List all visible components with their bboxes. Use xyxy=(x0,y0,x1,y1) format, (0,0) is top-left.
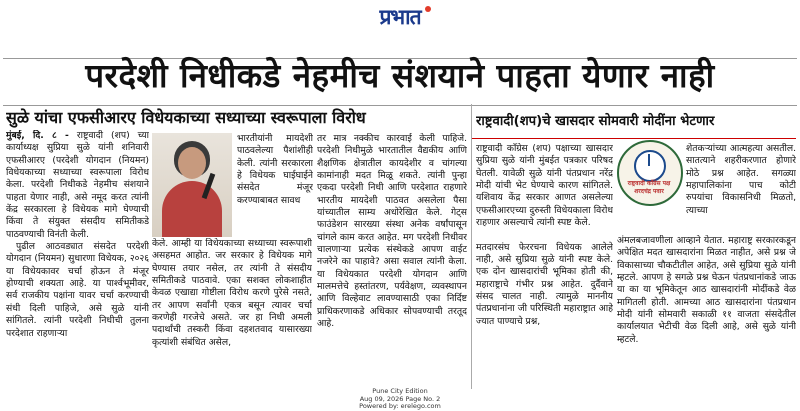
supriya-sule-photo xyxy=(152,133,232,237)
article-para-2: पुढील आठवड्यात संसदेत परदेशी योगदान (नियमन) सुधारणा विधेयक, २०२६ या विधेयकावर चर्चा होऊन ते मंजूर होण्याची शक्यता आहे. या पार्श्वभूमीवर, सर्व राजकीय पक्षांना यावर चर्चा करण्याची संधी दिली पाहिजे, असे सुळे यांनी सांगितले. त्यांनी परदेशी निधीची तुलना परदेशात राहणाऱ्या xyxy=(6,241,149,339)
main-headline: परदेशी निधीकडे नेहमीच संशयाने पाहता येणार नाही xyxy=(85,56,715,95)
ncp-party-emblem xyxy=(617,140,681,232)
prabhat-logo[interactable]: प्रभात xyxy=(379,3,420,31)
article-column-3: तर मात्र नक्कीच कारवाई केली पाहिजे. परदेशी निधीमुळे भारतातील वैद्यकीय आणि शैक्षणिक क्षेत्रातील कायदेशीर व चांगल्या कामांनाही मदत मिळू शकते. त्यांनी पुन्हा एकदा परदेशी निधी आणि परदेशात राहणारे भारतीय मायदेशी पाठवत असलेला पैसा यांच्यातील साम्य अधोरेखित केले. गेट्स फाउंडेशन सारख्या संस्था अनेक वर्षांपासून चांगले काम करत आहेत. मग परदेशी निधीवर चालणाऱ्या प्रत्येक संस्थेकडे आपण वाईट नजरेने का पाहावे? असा सवाल त्यांनी केला. या विधेयकात परदेशी योगदान आणि मालमत्तेचे हस्तांतरण, पर्यवेक्षण, व्यवस्थापन आणि विल्हेवाट लावण्यासाठी एका निर्दिष्ट प्राधिकरणाकडे अधिकार सोपवण्याची तरतूद आहे. xyxy=(317,133,467,330)
edition-date: Aug 09, 2026 Page No. 2 xyxy=(359,394,441,403)
article-column-2-top: भारतीयांनी मायदेशी पाठवलेल्या पैशांशीही केली. त्यांनी सरकारला हे विधेयक घाईघाईने संसदेत मंजूर करण्याबाबत सावध xyxy=(237,133,313,206)
article-column-2: केले. आम्ही या विधेयकाच्या सध्याच्या स्वरूपाशी असहमत आहोत. जर सरकार हे विधेयक मागे घेण्यास तयार नसेल, तर त्यांनी ते संसदीय समितीकडे पाठवावे. एका सशक्त लोकशाहीत केवळ एखाद्या गोष्टीला विरोध करणे पुरेसे नसते, तर आपण सर्वांनी एकत्र बसून त्यावर चर्चा करणेही गरजेचे असते. जर हा निधी अमली पदार्थांची तस्करी किंवा दहशतवाद यासारख्या कृत्यांशी संबंधित असेल, xyxy=(152,238,312,348)
side-headline-rule xyxy=(472,138,796,139)
side-article-column-2: अंमलबजावणीला आव्हाने येतात. महाराष्ट्र सरकारकडून अपेक्षित मदत खासदारांना मिळत नाहीत, असे प्रश्न जे विकासाच्या चौकटीतील आहेत, असे सुप्रिया सुळे यांनी म्हटले. आपण हे सगळे प्रश्न घेऊन पंतप्रधानांकडे जाऊ या का या भूमिकेतून आठ खासदारांनी मोदींकडे वेळ मागितली होती. आमच्या आठ खासदारांना पंतप्रधान मोदी यांनी सोमवारी सकाळी ११ वाजता संसदेतील कार्यालयात भेटीची वेळ दिली आहे, असे सुळे यांनी म्हटले. xyxy=(617,235,796,345)
logo-dot-icon xyxy=(425,6,431,12)
masthead xyxy=(0,0,800,30)
column-divider xyxy=(471,104,472,389)
clock-icon xyxy=(634,150,666,182)
edition-footer xyxy=(0,388,800,411)
article-subhead: सुळे यांचा एफसीआरए विधेयकाच्या सध्याच्या स्वरूपाला विरोध xyxy=(6,108,366,127)
side-article-column-2-top: शेतकऱ्यांच्या आत्महत्या असतील. सातत्याने शहरीकरणात होणारे मोठे प्रश्न आहेत. सगळ्या महापालिकांना पाच कोटी रुपयांचा विकासनिधी मिळतो, त्याच्या xyxy=(686,143,796,216)
powered-by-link[interactable]: Powered by: erelego.com xyxy=(359,402,441,410)
side-article-column-1: राष्ट्रवादी काँग्रेस (शप) पक्षाच्या खासदार सुप्रिया सुळे यांनी मुंबईत पत्रकार परिषद घेतली. यावेळी सुळे यांनी पंतप्रधान नरेंद्र मोदी यांची भेट घेण्याचे कारण सांगितले. यशिवाय केंद्र सरकार आणत असलेल्या एफसीआरएच्या दुरुस्ती विधेयकाला विरोध राहणार असल्याचे त्यांनी स्पष्ट केले. मतदारसंघ फेररचना विधेयक आलेले नाही, असे सुप्रिया सुळे यांनी स्पष्ट केले. एक दोन खासदारांची भूमिका होती की, महाराष्ट्राचे गंभीर प्रश्न आहेत. दुर्दैवाने संसद चालत नाही. त्यामुळे माननीय पंतप्रधानांना जी परिस्थिती महाराष्ट्रात आहे ज्यात पाण्याचे प्रश्न, xyxy=(476,143,613,327)
article-para-1: मुंबई, दि. ८ - राष्ट्रवादी (शप) च्या कार्याध्यक्ष सुप्रिया सुळे यांनी शनिवारी एफसीआरए (परदेशी योगदान (नियमन) विधेयकाच्या सध्याच्या स्वरूपाला विरोध केला. परदेशी निधीकडे नेहमीच संशयाने पाहता येणार नाही, असे नमूद करत त्यांनी केंद्र सरकारला हे विधेयक मागे घेण्याची किंवा ते संयुक्त संसदीय समितीकडे पाठवण्याची विनंती केली. xyxy=(6,130,149,240)
side-article-headline: राष्ट्रवादी(शप)चे खासदार सोमवारी मोदींना भेटणार xyxy=(476,114,715,129)
edition-name: Pune City Edition xyxy=(372,387,428,395)
emblem-caption: राष्ट्रवादी काँग्रेस पक्ष शरदचंद्र पवार xyxy=(627,180,671,195)
article-column-1 xyxy=(6,130,149,388)
